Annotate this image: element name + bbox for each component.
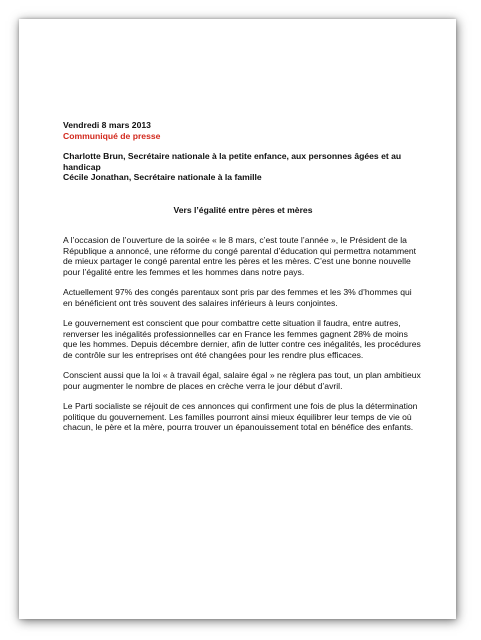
author-line: Charlotte Brun, Secrétaire nationale à la petite enfance, aux personnes âgées et au handicap bbox=[63, 151, 402, 172]
document-date: Vendredi 8 mars 2013 bbox=[63, 120, 151, 130]
body-paragraph: A l’occasion de l’ouverture de la soirée « le 8 mars, c’est toute l’année », le Président de la République a annoncé, une réforme du congé parental d’éducation qui permettra notamment de mieux partager le congé parental entre les pères et les mères. C’est une bonne nouvelle pour l’égalité entre les femmes et les hommes dans notre pays. bbox=[63, 235, 417, 277]
document-title: Vers l’égalité entre pères et mères bbox=[173, 204, 313, 215]
document-content bbox=[63, 120, 423, 433]
document-page bbox=[19, 19, 456, 619]
body-paragraph: Le gouvernement est conscient que pour combattre cette situation il faudra, entre autres, renverser les inégalités professionnelles car en France les femmes gagnent 28% de moins que les hommes. Depuis décembre dernier, afin de lutter contre ces inégalités, les procédures de contrôle sur les entreprises ont été changées pour les rendre plus efficaces. bbox=[63, 318, 421, 360]
body-paragraph: Conscient aussi que la loi « à travail égal, salaire égal » ne règlera pas tout, un plan ambitieux pour augmenter le nombre de places en crèche verra le jour début d’avril. bbox=[63, 370, 421, 391]
body-paragraph: Le Parti socialiste se réjouit de ces annonces qui confirment une fois de plus la détermination politique du gouvernement. Les familles pourront ainsi mieux équilibrer leur temps de vie où chacun, le père et la mère, pourra trouver un épanouissement total en bénéfice des enfants. bbox=[63, 401, 418, 432]
author-line: Cécile Jonathan, Secrétaire nationale à la famille bbox=[63, 172, 262, 182]
authors-block bbox=[63, 151, 423, 183]
press-release-label: Communiqué de presse bbox=[63, 130, 161, 141]
body-paragraph: Actuellement 97% des congés parentaux sont pris par des femmes et les 3% d’hommes qui en bénéficient ont très souvent des salaires inférieurs à leurs conjointes. bbox=[63, 287, 412, 308]
